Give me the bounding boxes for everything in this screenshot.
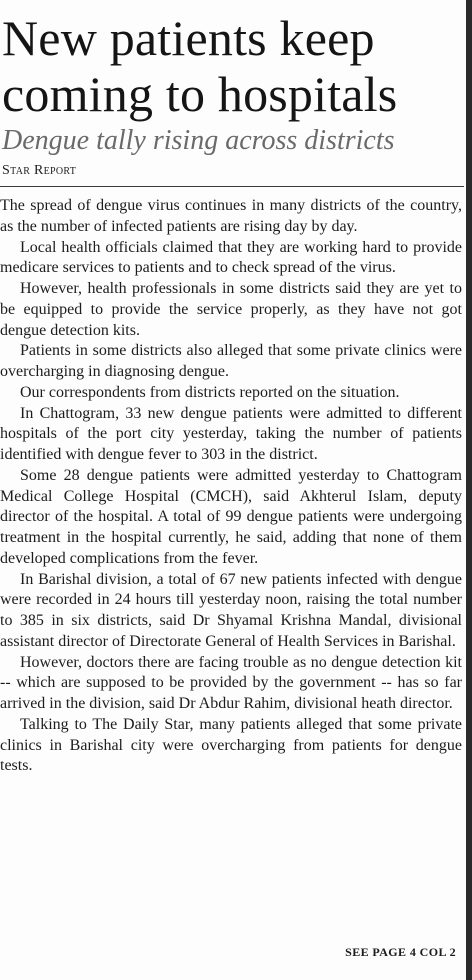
byline: Star Report [2,163,77,178]
column-edge-rule [466,0,472,980]
paragraph: Local health officials claimed that they are working hard to provide medicare services to patients and to check spread of the virus. [0,238,462,277]
byline-divider [0,186,464,187]
continuation-jump-line: SEE PAGE 4 COL 2 [345,945,456,959]
paragraph: Some 28 dengue patients were admitted yesterday to Chattogram Medical College Hospital (CMCH), said Akhterul Islam, deputy director of the hospital. A total of 99 dengue patients were undergoing treatment in the hospital currently, he said, adding that none of them developed complications from the fever. [0,466,462,567]
headline: New patients keep coming to hospitals [2,10,398,122]
paragraph: However, health professionals in some districts said they are yet to be equipped to provide the service properly, as they have not got dengue detection kits. [0,280,462,339]
paragraph: Our correspondents from districts reported on the situation. [20,383,400,401]
paragraph: The spread of dengue virus continues in many districts of the country, as the number of infected patients are rising day by day. [0,197,462,235]
paragraph: Patients in some districts also alleged that some private clinics were overcharging in diagnosing dengue. [0,342,462,380]
paragraph: In Barishal division, a total of 67 new patients infected with dengue were recorded in 24 hours till yesterday noon, raising the total number to 385 in six districts, said Dr Shyamal Krishna Mandal, divisional assistant director of Directorate General of Health Services in Barishal. [0,570,462,650]
paragraph: However, doctors there are facing trouble as no dengue detection kit -- which are supposed to be provided by the government -- has so far arrived in the division, said Dr Abdur Rahim, divisional heath director. [0,653,462,712]
article-body [0,196,466,777]
subheadline: Dengue tally rising across districts [2,125,395,156]
paragraph: In Chattogram, 33 new dengue patients were admitted to different hospitals of the port city yesterday, taking the number of patients identified with dengue fever to 303 in the district. [0,404,462,463]
paragraph: Talking to The Daily Star, many patients alleged that some private clinics in Barishal city were overcharging from patients for dengue tests. [0,715,462,775]
